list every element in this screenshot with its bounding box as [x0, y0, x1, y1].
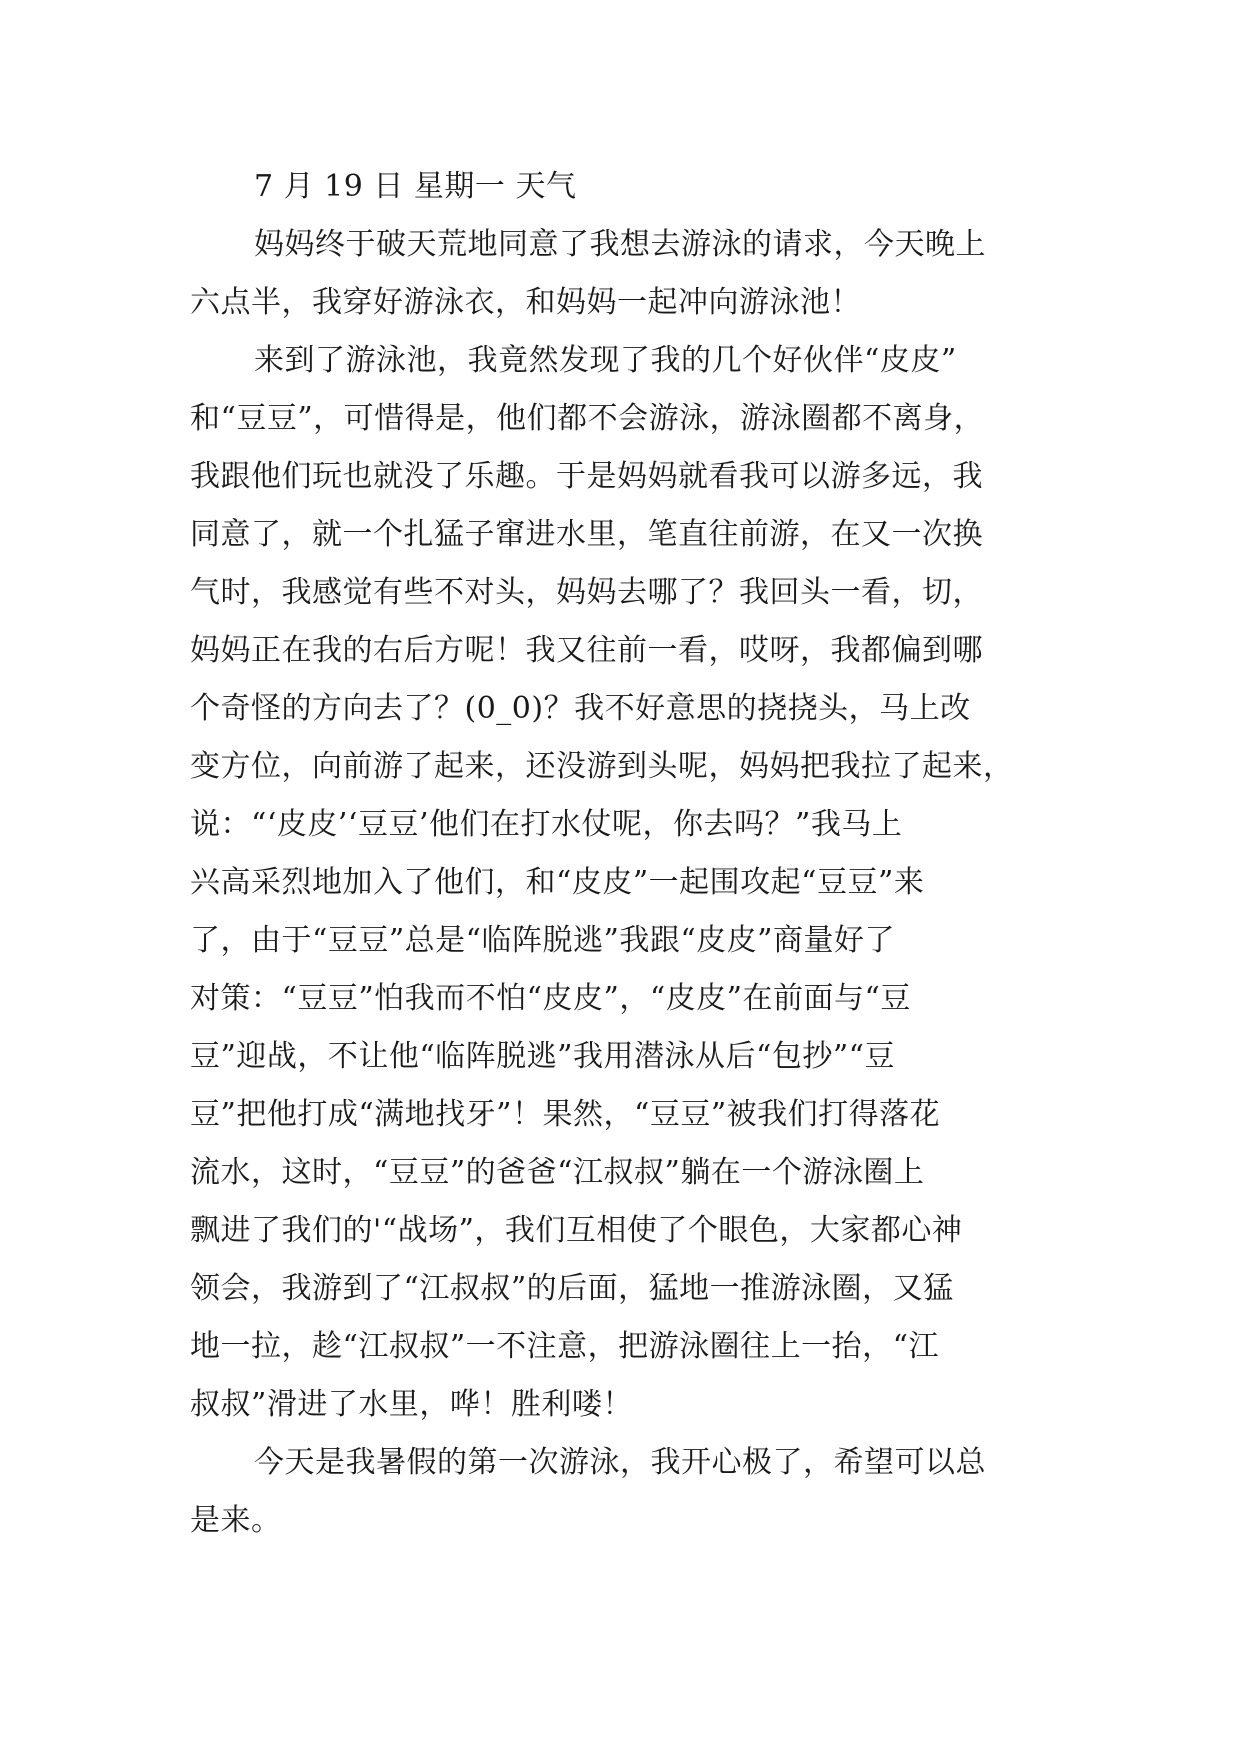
- text-line: 我跟他们玩也就没了乐趣。于是妈妈就看我可以游多远，我: [190, 459, 983, 494]
- text-line: 来到了游泳池，我竟然发现了我的几个好伙伴“皮皮”: [254, 343, 957, 378]
- text-line: 个奇怪的方向去了？(0_0)？我不好意思的挠挠头，马上改: [190, 691, 971, 726]
- text-line: 兴高采烈地加入了他们，和“皮皮”一起围攻起“豆豆”来: [190, 865, 925, 900]
- text-line: 变方位，向前游了起来，还没游到头呢，妈妈把我拉了起来，: [190, 749, 1014, 784]
- text-line: 豆”迎战，不让他“临阵脱逃”我用潜泳从后“包抄”“豆: [190, 1039, 896, 1074]
- text-line: 说：“‘皮皮’‘豆豆’他们在打水仗呢，你去吗？”我马上: [190, 807, 903, 842]
- text-line: 是来。: [190, 1503, 282, 1538]
- text-line: 同意了，就一个扎猛子窜进水里，笔直往前游，在又一次换: [190, 517, 983, 552]
- text-line: 六点半，我穿好游泳衣，和妈妈一起冲向游泳池！: [190, 285, 861, 320]
- text-line: 对策：“豆豆”怕我而不怕“皮皮”，“皮皮”在前面与“豆: [190, 981, 911, 1016]
- text-line: 了，由于“豆豆”总是“临阵脱逃”我跟“皮皮”商量好了: [190, 923, 896, 958]
- paragraph-2: [190, 332, 1050, 1434]
- text-line: 叔叔”滑进了水里，哗！胜利喽！: [190, 1387, 633, 1422]
- text-line: 今天是我暑假的第一次游泳，我开心极了，希望可以总: [254, 1445, 986, 1480]
- text-line: 流水，这时，“豆豆”的爸爸“江叔叔”躺在一个游泳圈上: [190, 1155, 925, 1190]
- date-line: 7 月 19 日 星期一 天气: [254, 169, 577, 204]
- text-line: 飘进了我们的'“战场”，我们互相使了个眼色，大家都心神: [190, 1213, 963, 1248]
- text-line: 和“豆豆”，可惜得是，他们都不会游泳，游泳圈都不离身，: [190, 401, 985, 436]
- text-line: 地一拉，趁“江叔叔”一不注意，把游泳圈往上一抬，“江: [190, 1329, 940, 1364]
- paragraph-3: [190, 1434, 1050, 1550]
- text-line: 豆”把他打成“满地找牙”！果然，“豆豆”被我们打得落花: [190, 1097, 941, 1132]
- text-line: 妈妈正在我的右后方呢！我又往前一看，哎呀，我都偏到哪: [190, 633, 983, 668]
- text-line: 妈妈终于破天荒地同意了我想去游泳的请求，今天晚上: [254, 227, 986, 262]
- document-body: [190, 158, 1050, 1550]
- text-line: 气时，我感觉有些不对头，妈妈去哪了？我回头一看，切，: [190, 575, 983, 610]
- paragraph-1: [190, 216, 1050, 332]
- text-line: 领会，我游到了“江叔叔”的后面，猛地一推游泳圈，又猛: [190, 1271, 954, 1306]
